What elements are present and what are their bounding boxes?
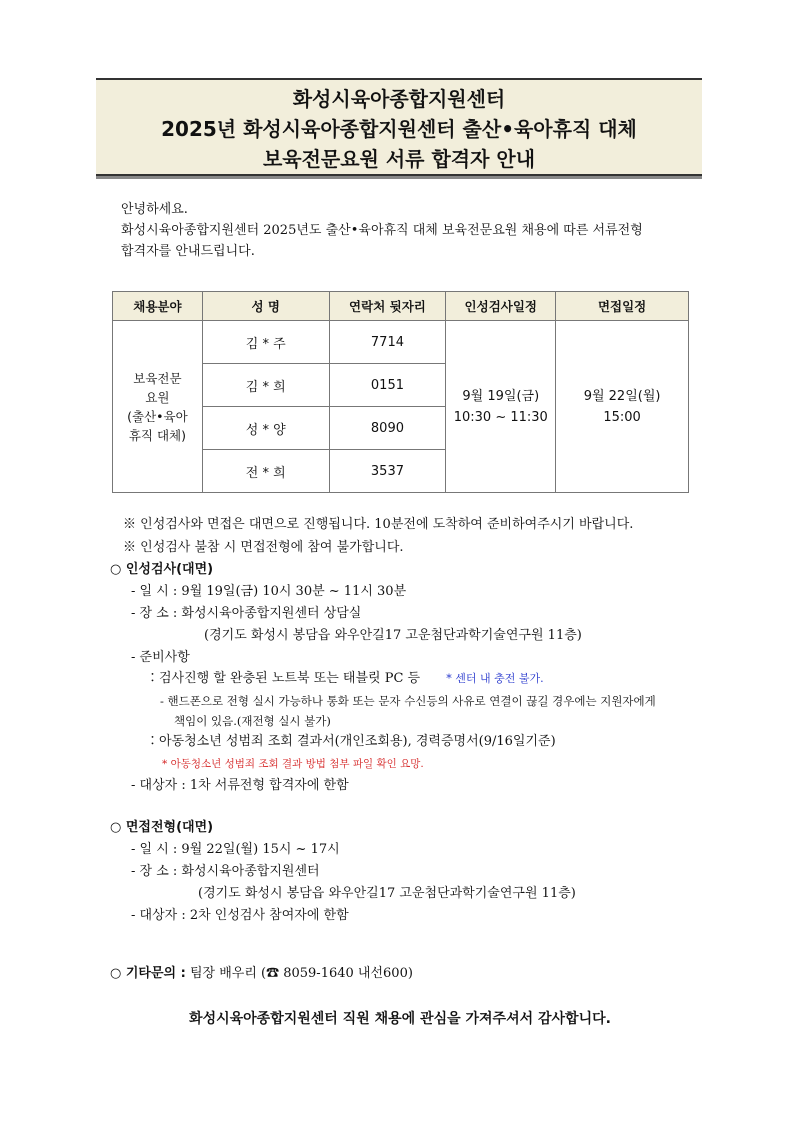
prep-item-2: ∶아동청소년 성범죄 조회 결과서(개인조회용), 경력증명서(9/16일기준): [146, 734, 556, 749]
prep-item-2-note: * 아동청소년 성범죄 조회 결과 방법 첨부 파일 확인 요망.: [162, 758, 424, 770]
title-line-2: 2025년 화성시육아종합지원센터 출산•육아휴직 대체: [161, 117, 637, 141]
aptitude-place-line: - 장 소 : 화성시육아종합지원센터 상담실: [131, 606, 362, 621]
closing-message: 화성시육아종합지원센터 직원 채용에 관심을 가져주셔서 감사합니다.: [189, 1011, 611, 1027]
contact-line: [110, 964, 413, 984]
title-box: [96, 78, 702, 176]
contact-label: ○ 기타문의 :: [110, 966, 186, 981]
title-line-1: 화성시육아종합지원센터: [292, 87, 506, 111]
phone-cell: 3537: [329, 450, 446, 493]
prep-item-1-sub-2: 책임이 있음.(재전형 실시 불가): [174, 714, 331, 728]
field-line: (출산•육아: [127, 408, 188, 424]
phone-cell: 0151: [329, 364, 446, 407]
header-name: 성 명: [202, 292, 329, 321]
schedule-table: [112, 291, 689, 493]
interview-heading: ○ 면접전형(대면): [110, 820, 214, 835]
note-1: ※ 인성검사와 면접은 대면으로 진행됩니다. 10분전에 도착하여 준비하여주시기 바랍니다.: [123, 517, 634, 532]
interview-time: 15:00: [603, 409, 641, 425]
field-line: 요원: [145, 389, 170, 405]
aptitude-target-line: - 대상자 : 1차 서류전형 합격자에 한함: [131, 778, 349, 793]
phone-cell: 7714: [329, 321, 446, 364]
aptitude-time: 10:30 ~ 11:30: [453, 409, 548, 425]
intro-greeting: 안녕하세요.: [121, 202, 188, 217]
intro-line-2: 합격자를 안내드립니다.: [121, 244, 255, 259]
note-2: ※ 인성검사 불참 시 면접전형에 참여 불가합니다.: [123, 540, 404, 555]
name-cell: 김 * 주: [202, 321, 329, 364]
header-interview: 면접일정: [556, 292, 689, 321]
intro-line-1: 화성시육아종합지원센터 2025년도 출산•육아휴직 대체 보육전문요원 채용에 따른 서류전형: [121, 223, 643, 238]
field-line: 휴직 대체): [128, 427, 186, 443]
contact-value: 팀장 배우리 (☎ 8059-1640 내선600): [189, 966, 413, 981]
prep-item-1-note: * 센터 내 충전 불가.: [446, 672, 544, 685]
table-header-row: [113, 292, 689, 321]
aptitude-address-line: (경기도 화성시 봉담읍 와우안길17 고운첨단과학기술연구원 11층): [204, 628, 582, 643]
table-row: [113, 321, 689, 364]
name-cell: 전 * 희: [202, 450, 329, 493]
title-line-3: 보육전문요원 서류 합격자 안내: [262, 147, 536, 171]
interview-address-line: (경기도 화성시 봉담읍 와우안길17 고운첨단과학기술연구원 11층): [198, 886, 576, 901]
intro: [121, 199, 643, 262]
prep-heading: - 준비사항: [131, 650, 190, 665]
aptitude-date-line: - 일 시 : 9월 19일(금) 10시 30분 ~ 11시 30분: [131, 584, 407, 599]
header-aptitude: 인성검사일정: [446, 292, 556, 321]
header-phone: 연락처 뒷자리: [329, 292, 446, 321]
interview-target-line: - 대상자 : 2차 인성검사 참여자에 한함: [131, 908, 349, 923]
header-field: 채용분야: [113, 292, 203, 321]
interview-date-line: - 일 시 : 9월 22일(월) 15시 ~ 17시: [131, 842, 340, 857]
interview-cell: [556, 321, 689, 493]
aptitude-cell: [446, 321, 556, 493]
interview-place-line: - 장 소 : 화성시육아종합지원센터: [131, 864, 320, 879]
prep-item-1: [146, 669, 544, 689]
aptitude-date: 9월 19일(금): [462, 388, 540, 404]
name-cell: 김 * 희: [202, 364, 329, 407]
prep-item-1-sub-1: - 핸드폰으로 전형 실시 가능하나 통화 또는 문자 수신등의 사유로 연결이 끊길 경우에는 지원자에게: [160, 694, 656, 708]
field-line: 보육전문: [133, 370, 182, 386]
interview-date: 9월 22일(월): [583, 388, 661, 404]
field-cell: [113, 321, 203, 493]
aptitude-heading: ○ 인성검사(대면): [110, 562, 214, 577]
prep-item-1-text: ∶검사진행 할 완충된 노트북 또는 태블릿 PC 등: [146, 671, 421, 686]
name-cell: 성 * 양: [202, 407, 329, 450]
phone-cell: 8090: [329, 407, 446, 450]
